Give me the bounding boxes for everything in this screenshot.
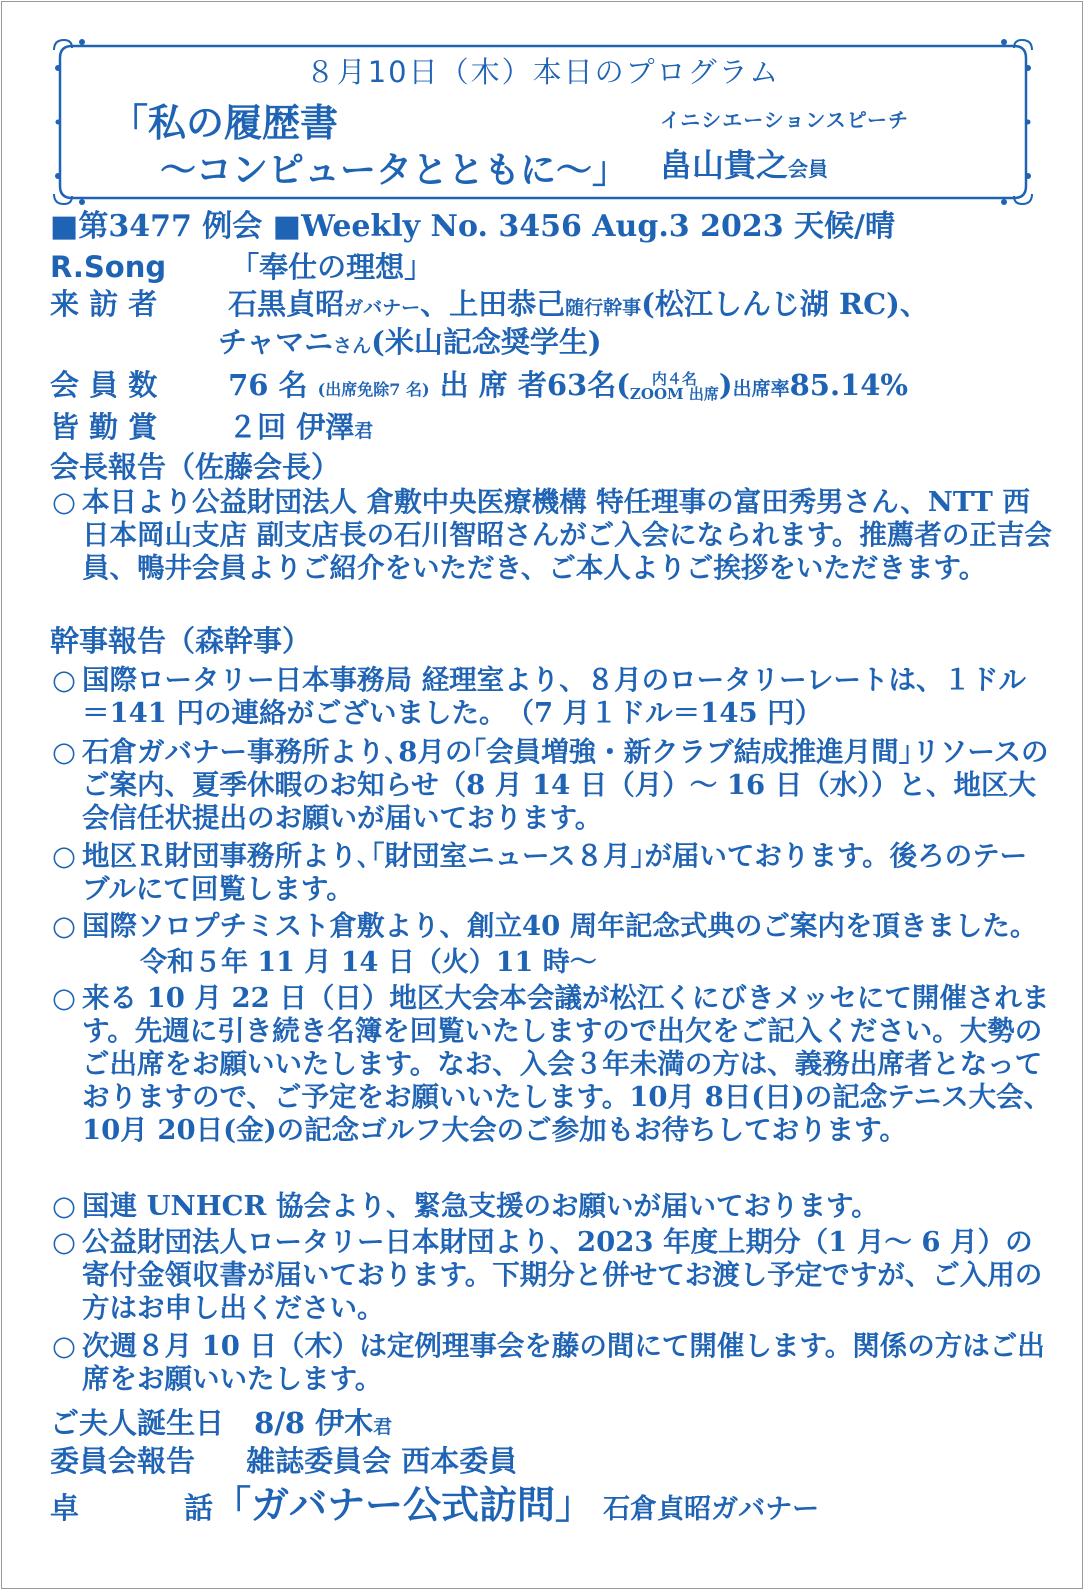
secretary-item xyxy=(52,982,1052,1147)
attend-zoom-1: 内４名 xyxy=(651,370,697,388)
secretary-item xyxy=(52,840,1052,906)
bullet-icon: ○ xyxy=(52,486,76,518)
secretary-item xyxy=(52,1190,1052,1223)
secretary-item-text: 来る 10 月 22 日（日）地区大会本会議が松江くにびきメッセにて開催されます。先週に引き続き名簿を回覧いたしますので出欠をご記入ください。大勢のご出席をお願いいたします。なお、入会３年未満の方は、義務出席者となっておりますので、ご予定をお願いいたします。10月 8日(日)の記念テニス大会、10月 20日(金)の記念ゴルフ大会のご参加もお待ちしております。 xyxy=(82,982,1052,1146)
secretary-item-text: 国際ソロプチミスト倉敷より、創立40 周年記念式典のご案内を頂きました。 xyxy=(82,910,1038,942)
bullet-icon: ○ xyxy=(52,1330,76,1362)
bullet-icon: ○ xyxy=(52,840,76,872)
secretary-item-text: 次週８月 10 日（木）は定例理事会を藤の間にて開催します。関係の方はご出席をお願いいたします。 xyxy=(82,1330,1045,1395)
song-row xyxy=(50,250,433,284)
perfect-row xyxy=(50,410,373,448)
members-row xyxy=(50,368,908,407)
talk-title: 「ガバナー公式訪問」 xyxy=(213,1482,594,1527)
members-note: (出席免除7 名) xyxy=(317,380,430,399)
visitor-1-name: 石黒貞昭 xyxy=(228,287,345,321)
attend-value: 63名( xyxy=(546,368,630,402)
members-label: 会 員 数 xyxy=(50,368,158,402)
attend-zoom xyxy=(630,372,719,402)
perfect-value: ２回 伊澤 xyxy=(228,410,355,444)
secretary-item xyxy=(52,910,1052,943)
attend-label: 出 席 者 xyxy=(439,368,547,402)
perfect-label: 皆 勤 賞 xyxy=(50,410,158,444)
visitor-1-role2: 随行幹事 xyxy=(565,297,642,319)
visitor-1-club: (松江しんじ湖 RC)、 xyxy=(641,287,929,321)
visitor-2-name: チャマニ xyxy=(218,325,334,359)
president-item xyxy=(52,486,1052,585)
bullet-icon: ○ xyxy=(52,1190,76,1222)
birthday-label: ご夫人誕生日 xyxy=(50,1406,225,1440)
secretary-item xyxy=(52,1330,1052,1396)
birthday-value: 8/8 伊木 xyxy=(254,1406,374,1440)
secretary-item-text: 石倉ガバナー事務所より､8月の｢会員増強・新クラブ結成推進月間｣リソースのご案内、夏季休暇のお知らせ（8 月 14 日（月）～ 16 日（水））と、地区大会信任状提出のお願いが届いております。 xyxy=(82,736,1049,834)
president-item-text: 本日より公益財団法人 倉敷中央医療機構 特任理事の富田秀男さん、NTT 西日本岡山支店 副支店長の石川智昭さんがご入会になられます。推薦者の正吉会員、鴨井会員よりご紹介をいただき、ご本人よりご挨拶をいただきます。 xyxy=(82,486,1052,584)
speaker xyxy=(660,140,828,186)
program-date: ８月10日（木）本日のプログラム xyxy=(305,55,781,89)
secretary-item-text: 地区Ｒ財団事務所より､｢財団室ニュース８月｣が届いております。後ろのテーブルにて回覧します。 xyxy=(82,840,1028,905)
visitor-row xyxy=(50,287,929,325)
visitor-1-role: ガバナー xyxy=(344,297,421,319)
committee-label: 委員会報告 xyxy=(50,1444,196,1478)
talk-label-2: 話 xyxy=(184,1491,214,1525)
visitor-row-2 xyxy=(218,325,602,363)
attend-close: ) xyxy=(718,368,733,402)
perfect-hon: 君 xyxy=(354,420,374,442)
president-heading: 会長報告（佐藤会長） xyxy=(50,450,341,484)
birthday-row xyxy=(50,1406,392,1444)
members-value: 76 名 xyxy=(228,368,308,402)
speech-type: イニシエーションスピーチ xyxy=(660,108,909,132)
visitor-1-sep: 、上田恭己 xyxy=(420,287,566,321)
visitor-label: 来 訪 者 xyxy=(50,287,158,321)
speech-title-line1: 「私の履歴書 xyxy=(110,100,339,145)
secretary-item xyxy=(52,664,1052,730)
bullet-icon: ○ xyxy=(52,982,76,1014)
bullet-icon: ○ xyxy=(52,664,76,696)
speaker-suffix: 会員 xyxy=(788,157,829,181)
talk-label-1: 卓 xyxy=(50,1491,80,1525)
birthday-hon: 君 xyxy=(373,1416,393,1438)
secretary-item-text: 国連 UNHCR 協会より、緊急支援のお願いが届いております。 xyxy=(82,1190,879,1222)
committee-row xyxy=(50,1444,517,1478)
song-value: 「奉仕の理想」 xyxy=(230,250,434,284)
attend-zoom-2: ZOOM 出席 xyxy=(629,385,719,403)
rate-value: 85.14% xyxy=(789,368,908,402)
secretary-item xyxy=(52,1226,1052,1325)
visitor-2-hon: さん xyxy=(333,335,372,357)
speaker-name: 畠山貴之 xyxy=(660,146,789,184)
bullet-icon: ○ xyxy=(52,736,76,768)
visitor-2-note: (米山記念奨学生) xyxy=(371,325,602,359)
secretary-item xyxy=(52,736,1052,835)
event-date: 令和５年 11 月 14 日（火）11 時～ xyxy=(140,947,597,978)
talk-speaker: 石倉貞昭ガバナー xyxy=(603,1494,820,1525)
bullet-icon: ○ xyxy=(52,1226,76,1258)
bullet-icon: ○ xyxy=(52,910,76,942)
committee-value: 雑誌委員会 西本委員 xyxy=(246,1444,518,1478)
talk-row xyxy=(50,1482,820,1527)
secretary-heading: 幹事報告（森幹事） xyxy=(50,624,312,658)
meeting-info: ■第3477 例会 ■Weekly No. 3456 Aug.3 2023 天候/晴 xyxy=(50,209,896,244)
secretary-item-text: 国際ロータリー日本事務局 経理室より、８月のロータリーレートは、１ドル＝141 円の連絡がございました。 （7 月１ドル＝145 円） xyxy=(82,664,1027,729)
secretary-item-text: 公益財団法人ロータリー日本財団より、2023 年度上期分（1 月～ 6 月）の寄付金領収書が届いております。下期分と併せてお渡し予定ですが、ご入用の方はお申し出ください。 xyxy=(82,1226,1043,1324)
speech-title-line2: ～コンピュータとともに～」 xyxy=(160,149,629,191)
song-label: R.Song xyxy=(50,250,167,284)
rate-label: 出席率 xyxy=(732,378,790,400)
